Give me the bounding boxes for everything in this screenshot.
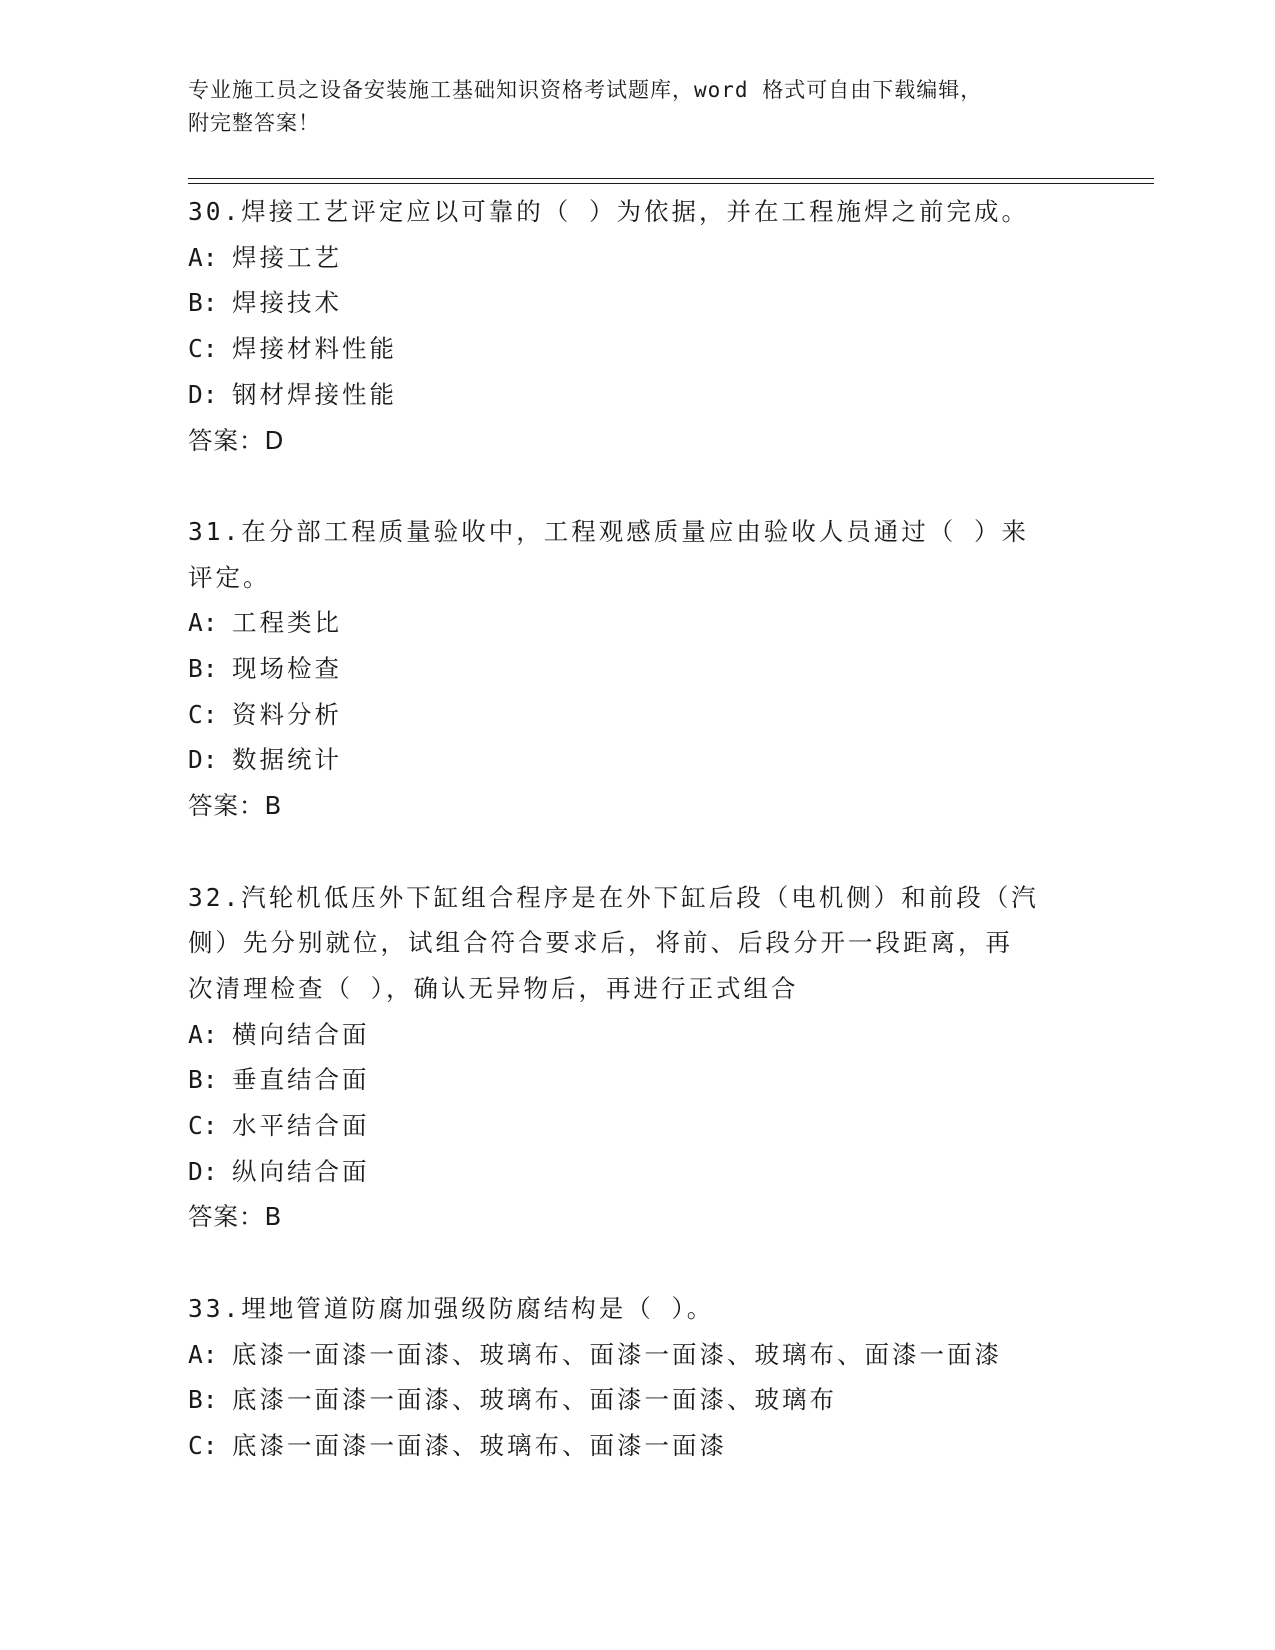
option-d [188,1149,1088,1195]
question-stem-line: 30.焊接工艺评定应以可靠的（ ）为依据，并在工程施焊之前完成。 [188,197,1029,226]
option-a [188,235,1088,281]
option-letter: D: [188,1156,218,1186]
header-divider [188,178,1154,179]
document-intro [188,74,1088,140]
option-text: 资料分析 [232,699,342,729]
option-letter: A: [188,1019,218,1049]
option-letter: A: [188,608,218,638]
question-stem-line: 31.在分部工程质量验收中，工程观感质量应由验收人员通过（ ）来 [188,516,1029,546]
option-letter: C: [188,699,218,729]
intro-line: 专业施工员之设备安装施工基础知识资格考试题库，word 格式可自由下载编辑， [188,78,983,102]
option-text: 焊接材料性能 [232,334,397,364]
option-letter: C: [188,1111,218,1141]
question-stem-line: 侧）先分别就位，试组合符合要求后，将前、后段分开一段距离，再 [188,928,1013,958]
option-text: 工程类比 [232,608,342,638]
option-c [188,1423,1088,1469]
option-c [188,692,1088,738]
header-divider [188,183,1154,184]
option-text: 焊接工艺 [232,242,342,272]
option-text: 现场检查 [232,654,342,684]
option-text: 横向结合面 [232,1019,370,1049]
option-text: 垂直结合面 [232,1065,370,1095]
option-text: 焊接技术 [232,288,342,318]
option-d [188,372,1088,418]
option-text: 水平结合面 [232,1111,370,1141]
answer-line: 答案：B [188,791,283,821]
option-text: 底漆一面漆一面漆、玻璃布、面漆一面漆、玻璃布、面漆一面漆 [232,1339,1002,1369]
option-b [188,1377,1088,1423]
question-item [188,509,1088,829]
option-text: 数据统计 [232,745,342,775]
option-letter: D: [188,745,218,775]
question-item [188,1286,1088,1469]
option-b [188,1057,1088,1103]
option-letter: A: [188,242,218,272]
option-text: 钢材焊接性能 [232,379,397,409]
question-stem [188,875,1088,1012]
question-stem-line: 32.汽轮机低压外下缸组合程序是在外下缸后段（电机侧）和前段（汽 [188,882,1039,912]
question-stem [188,509,1088,600]
question-item [188,189,1088,463]
option-letter: B: [188,288,218,318]
question-item [188,875,1088,1241]
option-letter: A: [188,1339,218,1369]
answer-line: 答案：D [188,425,285,455]
question-stem-line: 评定。 [188,562,271,592]
option-a [188,1012,1088,1058]
question-stem-line: 次清理检查（ ），确认无异物后，再进行正式组合 [188,973,799,1003]
option-letter: D: [188,379,218,409]
option-a [188,600,1088,646]
answer-line: 答案：B [188,1202,283,1232]
option-d [188,737,1088,783]
option-letter: B: [188,654,218,684]
option-b [188,280,1088,326]
option-b [188,646,1088,692]
option-letter: B: [188,1385,218,1415]
intro-line: 附完整答案！ [188,111,320,135]
option-text: 底漆一面漆一面漆、玻璃布、面漆一面漆 [232,1430,727,1460]
question-list [188,189,1088,1469]
option-letter: B: [188,1065,218,1095]
option-text: 纵向结合面 [232,1156,370,1186]
option-a [188,1332,1088,1378]
option-c [188,1103,1088,1149]
option-letter: C: [188,334,218,364]
option-letter: C: [188,1430,218,1460]
question-stem [188,189,1088,235]
option-c [188,326,1088,372]
question-stem-line: 33.埋地管道防腐加强级防腐结构是（ ）。 [188,1293,715,1323]
question-stem [188,1286,1088,1332]
option-text: 底漆一面漆一面漆、玻璃布、面漆一面漆、玻璃布 [232,1385,837,1415]
